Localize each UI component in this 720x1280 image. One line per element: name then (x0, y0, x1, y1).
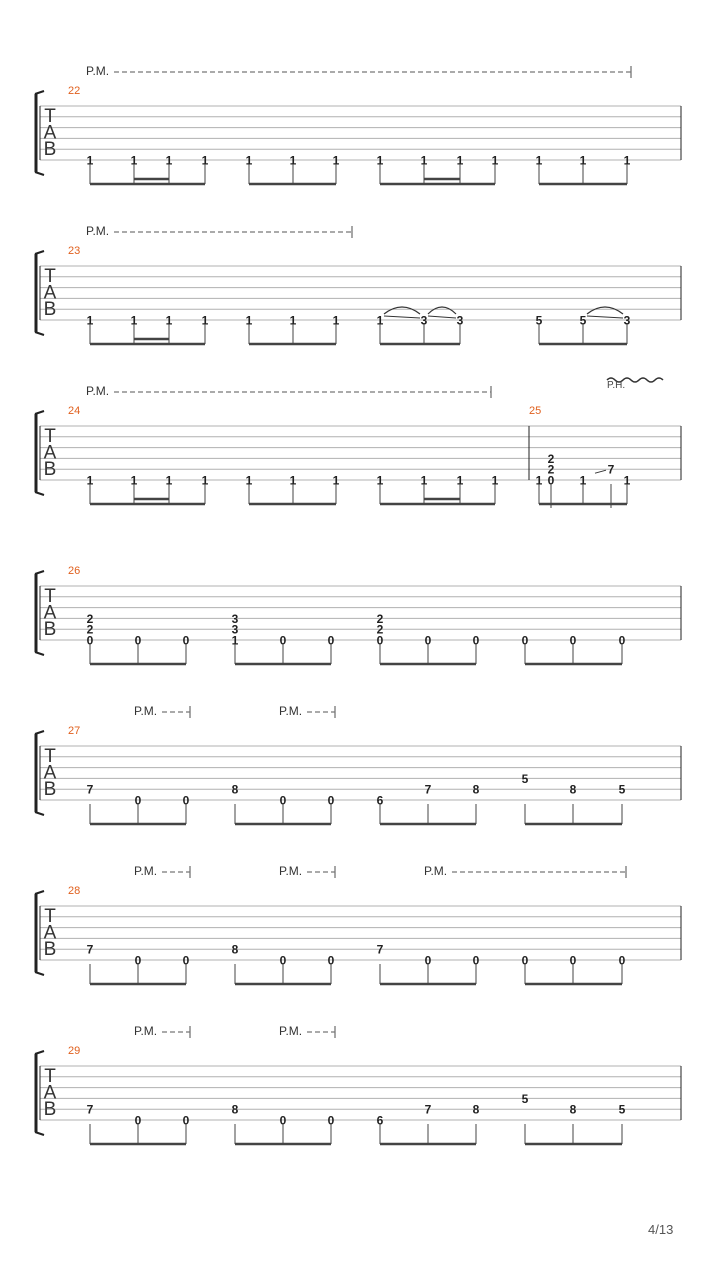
fret-number: 0 (182, 793, 190, 808)
palm-mute-label: P.M. (279, 1024, 303, 1038)
fret-number: 1 (420, 473, 428, 488)
system-bracket-top (35, 731, 44, 734)
tab-system (35, 1024, 681, 1144)
fret-number: 1 (130, 313, 138, 328)
system-bracket-bottom (35, 652, 44, 655)
tab-clef-letter: T (44, 1066, 56, 1087)
fret-number: 1 (623, 153, 631, 168)
fret-number: 3 (231, 622, 239, 637)
measure-number: 25 (529, 405, 542, 417)
fret-number: 0 (86, 633, 94, 648)
fret-number: 2 (86, 622, 94, 637)
measure-number: 23 (68, 245, 81, 257)
fret-number: 1 (86, 153, 94, 168)
fret-number: 1 (623, 473, 631, 488)
fret-number: 0 (327, 633, 335, 648)
system-bracket-bottom (35, 172, 44, 175)
fret-number: 1 (579, 473, 587, 488)
fret-number: 7 (86, 782, 94, 797)
tab-clef-letter: T (44, 426, 56, 447)
measure-number: 28 (68, 885, 81, 897)
fret-number: 0 (327, 793, 335, 808)
fret-number: 1 (245, 153, 253, 168)
fret-number: 1 (376, 473, 384, 488)
fret-number: 0 (182, 953, 190, 968)
pinch-harmonic-label: P.H. (607, 380, 626, 391)
measure-number: 22 (68, 85, 81, 97)
fret-number: 1 (376, 313, 384, 328)
tab-clef-letter: B (43, 619, 57, 640)
palm-mute-label: P.M. (279, 864, 303, 878)
system-bracket-top (35, 1051, 44, 1054)
slide-in-mark (595, 470, 606, 473)
fret-number: 3 (420, 313, 428, 328)
fret-number: 1 (289, 313, 297, 328)
fret-number: 7 (424, 1102, 432, 1117)
system-bracket-bottom (35, 1132, 44, 1135)
palm-mute-label: P.M. (424, 864, 448, 878)
measure-number: 29 (68, 1045, 81, 1057)
fret-number: 0 (618, 633, 626, 648)
tab-system (35, 378, 681, 508)
fret-number: 1 (456, 473, 464, 488)
fret-number: 1 (165, 313, 173, 328)
fret-number: 0 (279, 633, 287, 648)
tab-system (35, 864, 681, 984)
fret-number: 1 (201, 473, 209, 488)
fret-number: 0 (279, 1113, 287, 1128)
fret-number: 7 (424, 782, 432, 797)
hammer-on-slur (428, 307, 456, 314)
fret-number: 5 (521, 1091, 529, 1106)
tab-clef-letter: A (43, 282, 57, 304)
fret-number: 8 (472, 782, 480, 797)
fret-number: 8 (231, 1102, 239, 1117)
fret-number: 3 (231, 611, 239, 626)
fret-number: 2 (547, 451, 555, 466)
tab-system (35, 64, 681, 184)
fret-number: 5 (521, 771, 529, 786)
measure-number: 27 (68, 725, 81, 737)
fret-number: 5 (535, 313, 543, 328)
fret-number: 0 (569, 953, 577, 968)
fret-number: 1 (332, 153, 340, 168)
fret-number: 1 (86, 473, 94, 488)
palm-mute-label: P.M. (134, 1024, 158, 1038)
tab-system (35, 224, 681, 344)
fret-number: 0 (521, 953, 529, 968)
tab-clef-letter: T (44, 266, 56, 287)
fret-number: 0 (472, 633, 480, 648)
system-bracket-bottom (35, 972, 44, 975)
fret-number: 1 (332, 473, 340, 488)
fret-number: 2 (547, 462, 555, 477)
palm-mute-label: P.M. (86, 224, 110, 238)
system-bracket-top (35, 571, 44, 574)
fret-number: 3 (623, 313, 631, 328)
system-bracket-top (35, 91, 44, 94)
palm-mute-label: P.M. (86, 64, 110, 78)
tab-clef-letter: B (43, 779, 57, 800)
fret-number: 1 (491, 153, 499, 168)
page-number: 4/13 (648, 1222, 674, 1237)
fret-number: 1 (201, 313, 209, 328)
tab-clef-letter: B (43, 1099, 57, 1120)
hammer-on-slur (384, 307, 420, 314)
tab-clef-letter: B (43, 459, 57, 480)
fret-number: 0 (547, 473, 555, 488)
tab-clef-letter: A (43, 442, 57, 464)
palm-mute-label: P.M. (86, 384, 110, 398)
tab-clef-letter: T (44, 586, 56, 607)
tab-clef-letter: T (44, 746, 56, 767)
tab-system (35, 704, 681, 824)
system-bracket-top (35, 891, 44, 894)
slur-connector (587, 316, 623, 318)
fret-number: 6 (376, 1113, 384, 1128)
fret-number: 0 (569, 633, 577, 648)
fret-number: 5 (618, 782, 626, 797)
fret-number: 0 (182, 633, 190, 648)
slur-connector (384, 316, 420, 318)
measure-number: 24 (68, 405, 81, 417)
fret-number: 7 (86, 942, 94, 957)
hammer-on-slur (587, 307, 623, 314)
fret-number: 2 (376, 622, 384, 637)
fret-number: 1 (86, 313, 94, 328)
fret-number: 0 (134, 953, 142, 968)
fret-number: 0 (327, 1113, 335, 1128)
fret-number: 7 (376, 942, 384, 957)
fret-number: 5 (618, 1102, 626, 1117)
tab-clef-letter: B (43, 139, 57, 160)
fret-number: 5 (579, 313, 587, 328)
tab-clef-letter: A (43, 922, 57, 944)
fret-number: 0 (279, 793, 287, 808)
fret-number: 1 (245, 473, 253, 488)
fret-number: 0 (376, 633, 384, 648)
fret-number: 6 (376, 793, 384, 808)
fret-number: 1 (165, 153, 173, 168)
fret-number: 8 (231, 782, 239, 797)
fret-number: 3 (456, 313, 464, 328)
fret-number: 0 (424, 633, 432, 648)
fret-number: 7 (86, 1102, 94, 1117)
fret-number: 1 (420, 153, 428, 168)
system-bracket-bottom (35, 492, 44, 495)
tab-clef-letter: A (43, 602, 57, 624)
fret-number: 1 (289, 473, 297, 488)
fret-number: 1 (201, 153, 209, 168)
fret-number: 8 (569, 1102, 577, 1117)
fret-number: 0 (134, 1113, 142, 1128)
tab-system (35, 565, 681, 664)
tab-clef-letter: B (43, 299, 57, 320)
fret-number: 1 (245, 313, 253, 328)
fret-number: 0 (618, 953, 626, 968)
fret-number: 7 (607, 462, 615, 477)
fret-number: 0 (327, 953, 335, 968)
fret-number: 0 (182, 1113, 190, 1128)
fret-number: 0 (279, 953, 287, 968)
fret-number: 8 (569, 782, 577, 797)
fret-number: 0 (424, 953, 432, 968)
palm-mute-label: P.M. (134, 864, 158, 878)
fret-number: 1 (376, 153, 384, 168)
fret-number: 0 (134, 633, 142, 648)
tab-clef-letter: B (43, 939, 57, 960)
fret-number: 1 (165, 473, 173, 488)
tab-clef-letter: T (44, 106, 56, 127)
tab-clef-letter: A (43, 762, 57, 784)
fret-number: 8 (231, 942, 239, 957)
fret-number: 1 (535, 473, 543, 488)
measure-number: 26 (68, 565, 81, 577)
tab-clef-letter: T (44, 906, 56, 927)
fret-number: 2 (86, 611, 94, 626)
fret-number: 2 (376, 611, 384, 626)
fret-number: 1 (231, 633, 239, 648)
system-bracket-bottom (35, 332, 44, 335)
fret-number: 0 (472, 953, 480, 968)
fret-number: 1 (535, 153, 543, 168)
fret-number: 1 (456, 153, 464, 168)
fret-number: 1 (130, 473, 138, 488)
fret-number: 1 (579, 153, 587, 168)
system-bracket-top (35, 251, 44, 254)
system-bracket-bottom (35, 812, 44, 815)
fret-number: 8 (472, 1102, 480, 1117)
tab-clef-letter: A (43, 122, 57, 144)
palm-mute-label: P.M. (279, 704, 303, 718)
fret-number: 0 (134, 793, 142, 808)
slur-connector (428, 316, 456, 318)
tab-clef-letter: A (43, 1082, 57, 1104)
fret-number: 1 (289, 153, 297, 168)
palm-mute-label: P.M. (134, 704, 158, 718)
fret-number: 1 (130, 153, 138, 168)
fret-number: 1 (491, 473, 499, 488)
fret-number: 1 (332, 313, 340, 328)
fret-number: 0 (521, 633, 529, 648)
system-bracket-top (35, 411, 44, 414)
